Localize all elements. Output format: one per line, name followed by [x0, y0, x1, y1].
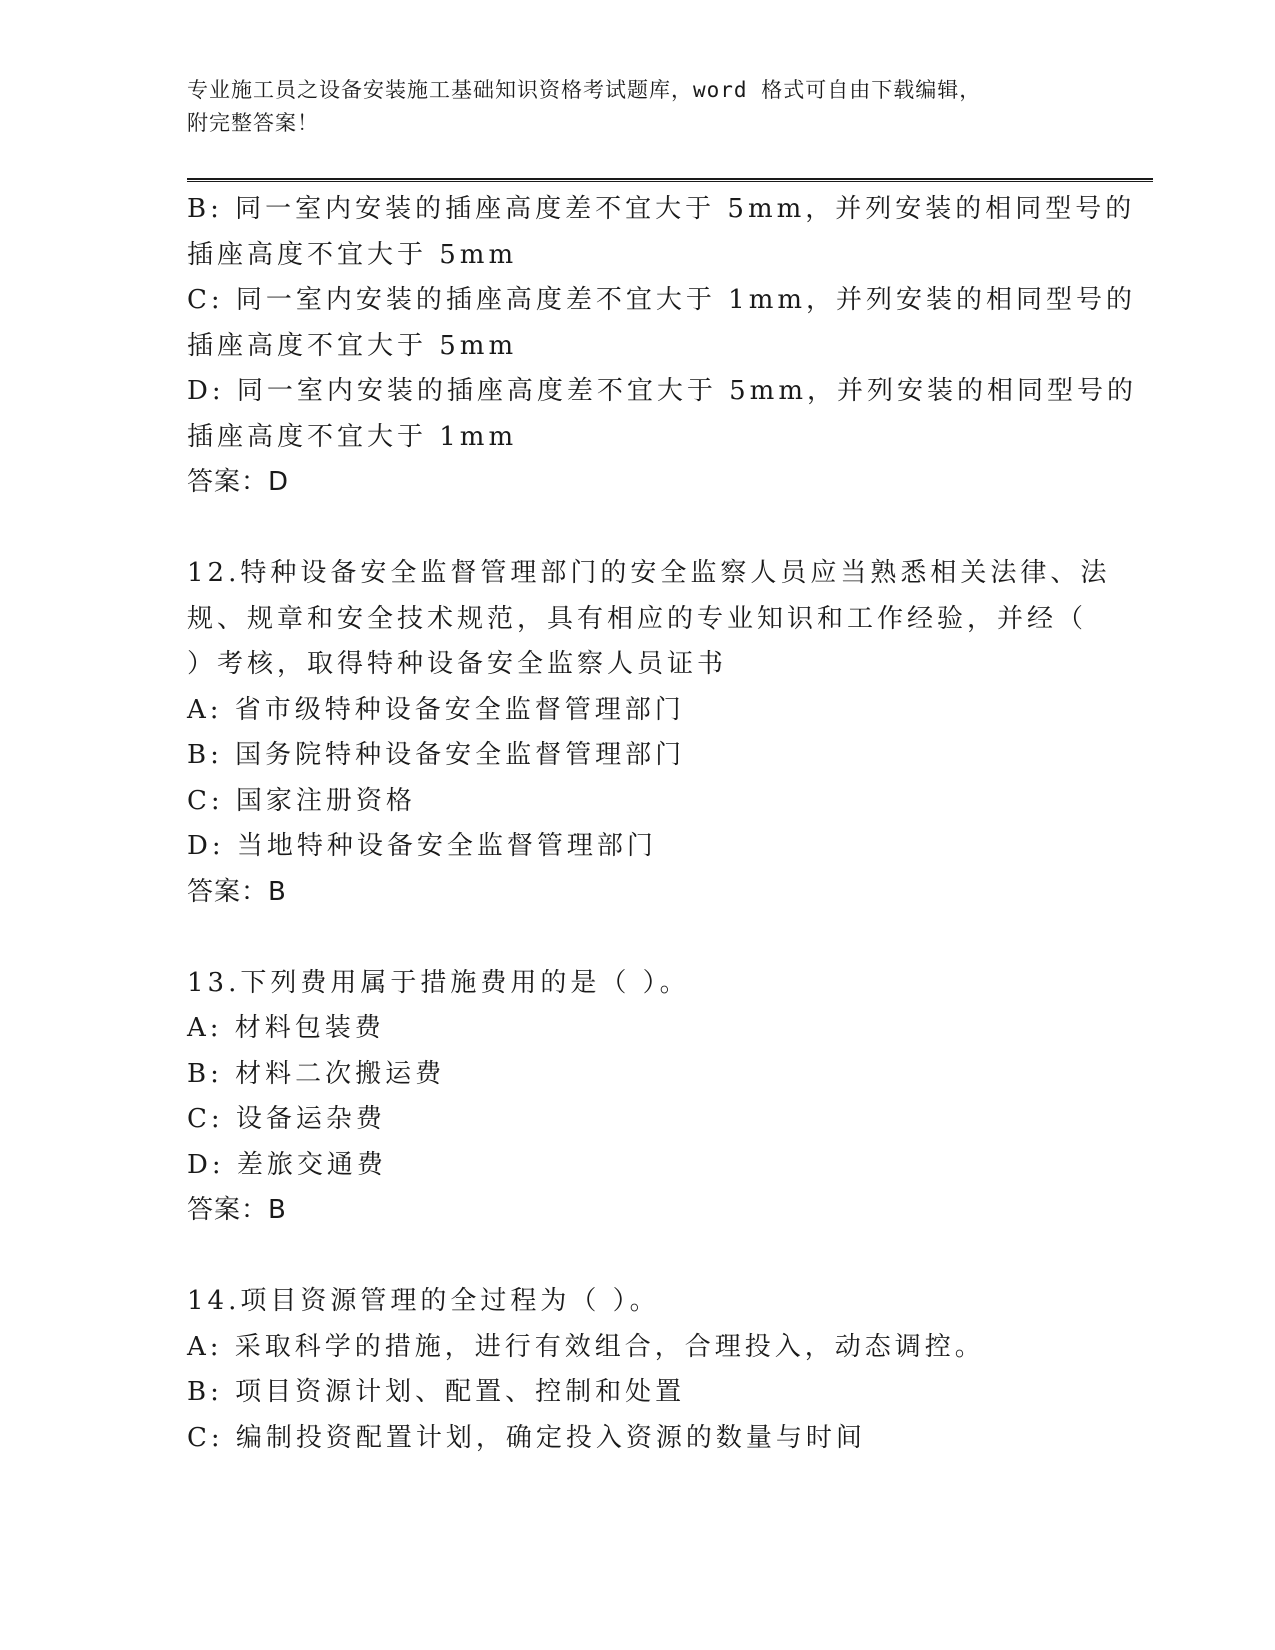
question-stem: 13.下列费用属于措施费用的是（ ）。 — [187, 967, 690, 998]
question-stem: 14.项目资源管理的全过程为（ ）。 — [187, 1286, 660, 1316]
option-a: A: 采取科学的措施，进行有效组合，合理投入，动态调控。 — [187, 1331, 985, 1362]
question-13 — [187, 961, 1087, 1234]
option-b: B: 项目资源计划、配置、控制和处置 — [187, 1377, 686, 1407]
option-d-line-1: D: 同一室内安装的插座高度差不宜大于 5mm，并列安装的相同型号的 — [187, 376, 1137, 406]
answer-line: 答案：B — [187, 876, 287, 907]
option-b-line-1: B: 同一室内安装的插座高度差不宜大于 5mm，并列安装的相同型号的 — [187, 194, 1136, 224]
document-header — [187, 74, 1087, 140]
answer-line: 答案：B — [187, 1195, 287, 1225]
option-d: D: 当地特种设备安全监督管理部门 — [187, 831, 657, 861]
option-d-line-2: 插座高度不宜大于 1mm — [187, 421, 518, 452]
option-c-line-1: C: 同一室内安装的插座高度差不宜大于 1mm，并列安装的相同型号的 — [187, 285, 1137, 315]
option-c: C: 编制投资配置计划，确定投入资源的数量与时间 — [187, 1422, 866, 1453]
header-line-2: 附完整答案！ — [187, 111, 319, 135]
question-stem-line-3: ）考核，取得特种设备安全监察人员证书 — [187, 649, 728, 679]
header-line-1: 专业施工员之设备安装施工基础知识资格考试题库，word 格式可自由下载编辑， — [187, 78, 982, 102]
option-d: D: 差旅交通费 — [187, 1149, 387, 1180]
option-b: B: 国务院特种设备安全监督管理部门 — [187, 740, 686, 770]
question-stem-line-2: 规、规章和安全技术规范，具有相应的专业知识和工作经验，并经（ — [187, 603, 1088, 634]
question-11-tail — [187, 187, 1137, 506]
spacer — [187, 915, 1087, 961]
option-b-line-2: 插座高度不宜大于 5mm — [187, 239, 518, 270]
option-a: A: 省市级特种设备安全监督管理部门 — [187, 694, 685, 725]
spacer — [187, 506, 1087, 552]
option-c-line-2: 插座高度不宜大于 5mm — [187, 330, 518, 361]
option-b: B: 材料二次搬运费 — [187, 1058, 446, 1089]
question-content — [187, 187, 1137, 1461]
header-divider — [187, 178, 1153, 182]
option-c: C: 设备运杂费 — [187, 1104, 386, 1134]
spacer — [187, 1234, 1087, 1280]
question-14 — [187, 1279, 1087, 1461]
option-a: A: 材料包装费 — [187, 1013, 385, 1043]
question-stem-line-1: 12.特种设备安全监督管理部门的安全监察人员应当熟悉相关法律、法 — [187, 558, 1111, 588]
option-c: C: 国家注册资格 — [187, 785, 416, 816]
question-12 — [187, 551, 1111, 915]
answer-line: 答案：D — [187, 467, 290, 497]
